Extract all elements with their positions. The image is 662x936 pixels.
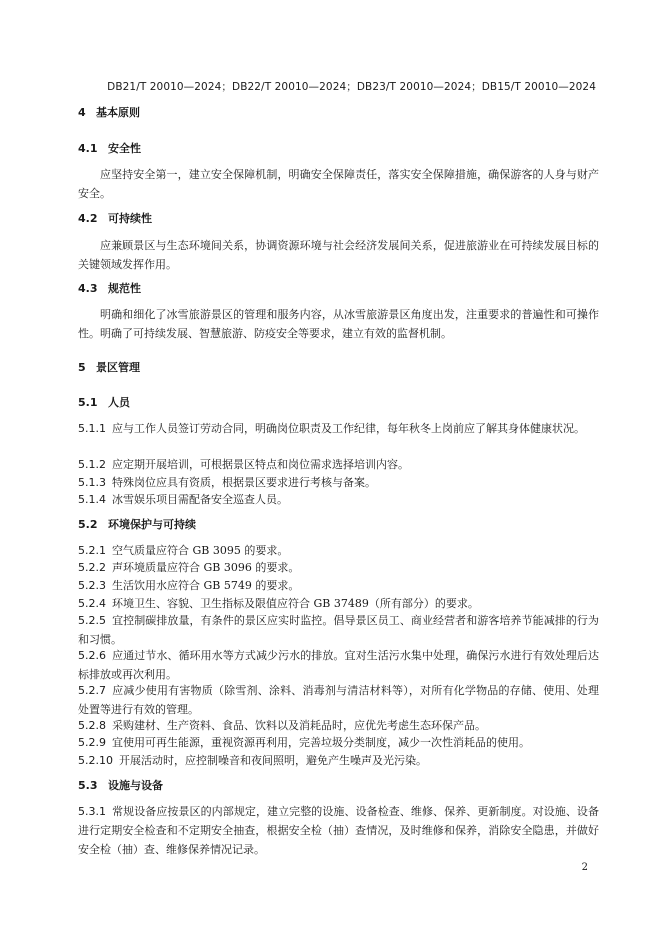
section-number: 5 bbox=[78, 361, 86, 374]
section-title: 基本原则 bbox=[96, 106, 140, 119]
clause-text: 环境卫生、容貌、卫生指标及限值应符合 GB 37489（所有部分）的要求。 bbox=[112, 597, 479, 610]
clause-number: 5.1.3 bbox=[78, 476, 106, 489]
section-title: 设施与设备 bbox=[108, 779, 163, 792]
clause-number: 5.2.6 bbox=[78, 649, 106, 662]
section-4-1-heading bbox=[78, 140, 141, 158]
clause-5-2-3 bbox=[78, 576, 599, 595]
clause-text: 冰雪娱乐项目需配备安全巡查人员。 bbox=[112, 493, 288, 506]
clause-number: 5.3.1 bbox=[78, 805, 106, 818]
section-number: 4.3 bbox=[78, 282, 98, 295]
section-title: 环境保护与可持续 bbox=[108, 518, 196, 531]
section-4-1-paragraph: 应坚持安全第一，建立安全保障机制，明确安全保障责任，落实安全保障措施，确保游客的人身与财产安全。 bbox=[78, 168, 599, 200]
clause-number: 5.2.1 bbox=[78, 544, 106, 557]
section-4-heading bbox=[78, 104, 140, 122]
clause-5-2-5 bbox=[78, 611, 599, 649]
clause-number: 5.1.1 bbox=[78, 422, 106, 435]
clause-number: 5.2.2 bbox=[78, 561, 106, 574]
clause-5-1-1 bbox=[78, 419, 599, 438]
clause-text: 应减少使用有害物质（除雪剂、涂料、消毒剂与清洁材料等），对所有化学物品的存储、使用、处理处置等进行有效的管理。 bbox=[78, 684, 599, 716]
section-number: 5.3 bbox=[78, 779, 98, 792]
section-4-2-heading bbox=[78, 210, 152, 228]
clause-text: 宜使用可再生能源，重视资源再利用，完善垃圾分类制度，减少一次性消耗品的使用。 bbox=[112, 736, 530, 749]
clause-text: 特殊岗位应具有资质，根据景区要求进行考核与备案。 bbox=[112, 476, 376, 489]
section-title: 景区管理 bbox=[96, 361, 140, 374]
clause-5-2-9 bbox=[78, 733, 599, 752]
clause-text: 宜控制碳排放量，有条件的景区应实时监控。倡导景区员工、商业经营者和游客培养节能减排的行为和习惯。 bbox=[78, 614, 599, 646]
clause-5-2-2 bbox=[78, 558, 599, 577]
clause-number: 5.2.5 bbox=[78, 614, 106, 627]
clause-number: 5.2.8 bbox=[78, 719, 106, 732]
section-5-1-heading bbox=[78, 394, 130, 412]
section-title: 人员 bbox=[108, 396, 130, 409]
clause-text: 声环境质量应符合 GB 3096 的要求。 bbox=[112, 561, 300, 574]
section-4-3-heading bbox=[78, 280, 141, 298]
clause-number: 5.2.9 bbox=[78, 736, 106, 749]
clause-text: 空气质量应符合 GB 3095 的要求。 bbox=[112, 544, 289, 557]
clause-number: 5.2.3 bbox=[78, 579, 106, 592]
clause-number: 5.1.2 bbox=[78, 458, 106, 471]
section-number: 4 bbox=[78, 106, 86, 119]
section-number: 5.1 bbox=[78, 396, 98, 409]
section-4-3-paragraph: 明确和细化了冰雪旅游景区的管理和服务内容，从冰雪旅游景区角度出发，注重要求的普遍性和可操作性。明确了可持续发展、智慧旅游、防疫安全等要求，建立有效的监督机制。 bbox=[78, 308, 599, 340]
page-number: 2 bbox=[581, 862, 588, 873]
clause-text: 采购建材、生产资料、食品、饮料以及消耗品时，应优先考虑生态环保产品。 bbox=[112, 719, 486, 732]
section-title: 安全性 bbox=[108, 142, 141, 155]
clause-5-2-6 bbox=[78, 646, 599, 684]
clause-text: 应通过节水、循环用水等方式减少污水的排放。宜对生活污水集中处理，确保污水进行有效处理后达标排放或再次利用。 bbox=[78, 649, 599, 681]
section-5-2-heading bbox=[78, 516, 196, 534]
section-5-3-heading bbox=[78, 777, 163, 795]
clause-5-2-7 bbox=[78, 681, 599, 719]
section-5-heading bbox=[78, 359, 140, 377]
section-number: 4.2 bbox=[78, 212, 98, 225]
section-4-2-paragraph: 应兼顾景区与生态环境间关系，协调资源环境与社会经济发展间关系，促进旅游业在可持续发展目标的关键领域发挥作用。 bbox=[78, 239, 599, 271]
clause-number: 5.1.4 bbox=[78, 493, 106, 506]
clause-5-1-2 bbox=[78, 455, 599, 474]
standard-code-header: DB21/T 20010—2024；DB22/T 20010—2024；DB23/T 20010—2024；DB15/T 20010—2024 bbox=[107, 81, 596, 93]
clause-5-2-10 bbox=[78, 751, 599, 770]
section-title: 可持续性 bbox=[108, 212, 152, 225]
clause-5-3-1 bbox=[78, 802, 599, 859]
section-number: 5.2 bbox=[78, 518, 98, 531]
section-title: 规范性 bbox=[108, 282, 141, 295]
clause-number: 5.2.10 bbox=[78, 754, 113, 767]
clause-text: 应定期开展培训，可根据景区特点和岗位需求选择培训内容。 bbox=[112, 458, 409, 471]
clause-5-1-4 bbox=[78, 490, 599, 509]
clause-text: 常规设备应按景区的内部规定，建立完整的设施、设备检查、维修、保养、更新制度。对设施、设备进行定期安全检查和不定期安全抽查，根据安全检（抽）查情况，及时维修和保养，消除安全隐患，并做好安全检（抽）查、维修保养情况记录。 bbox=[78, 805, 599, 856]
clause-text: 生活饮用水应符合 GB 5749 的要求。 bbox=[112, 579, 300, 592]
clause-number: 5.2.7 bbox=[78, 684, 106, 697]
clause-number: 5.2.4 bbox=[78, 597, 106, 610]
clause-text: 开展活动时，应控制噪音和夜间照明，避免产生噪声及光污染。 bbox=[119, 754, 427, 767]
section-number: 4.1 bbox=[78, 142, 98, 155]
clause-text: 应与工作人员签订劳动合同，明确岗位职责及工作纪律，每年秋冬上岗前应了解其身体健康状况。 bbox=[112, 422, 585, 435]
